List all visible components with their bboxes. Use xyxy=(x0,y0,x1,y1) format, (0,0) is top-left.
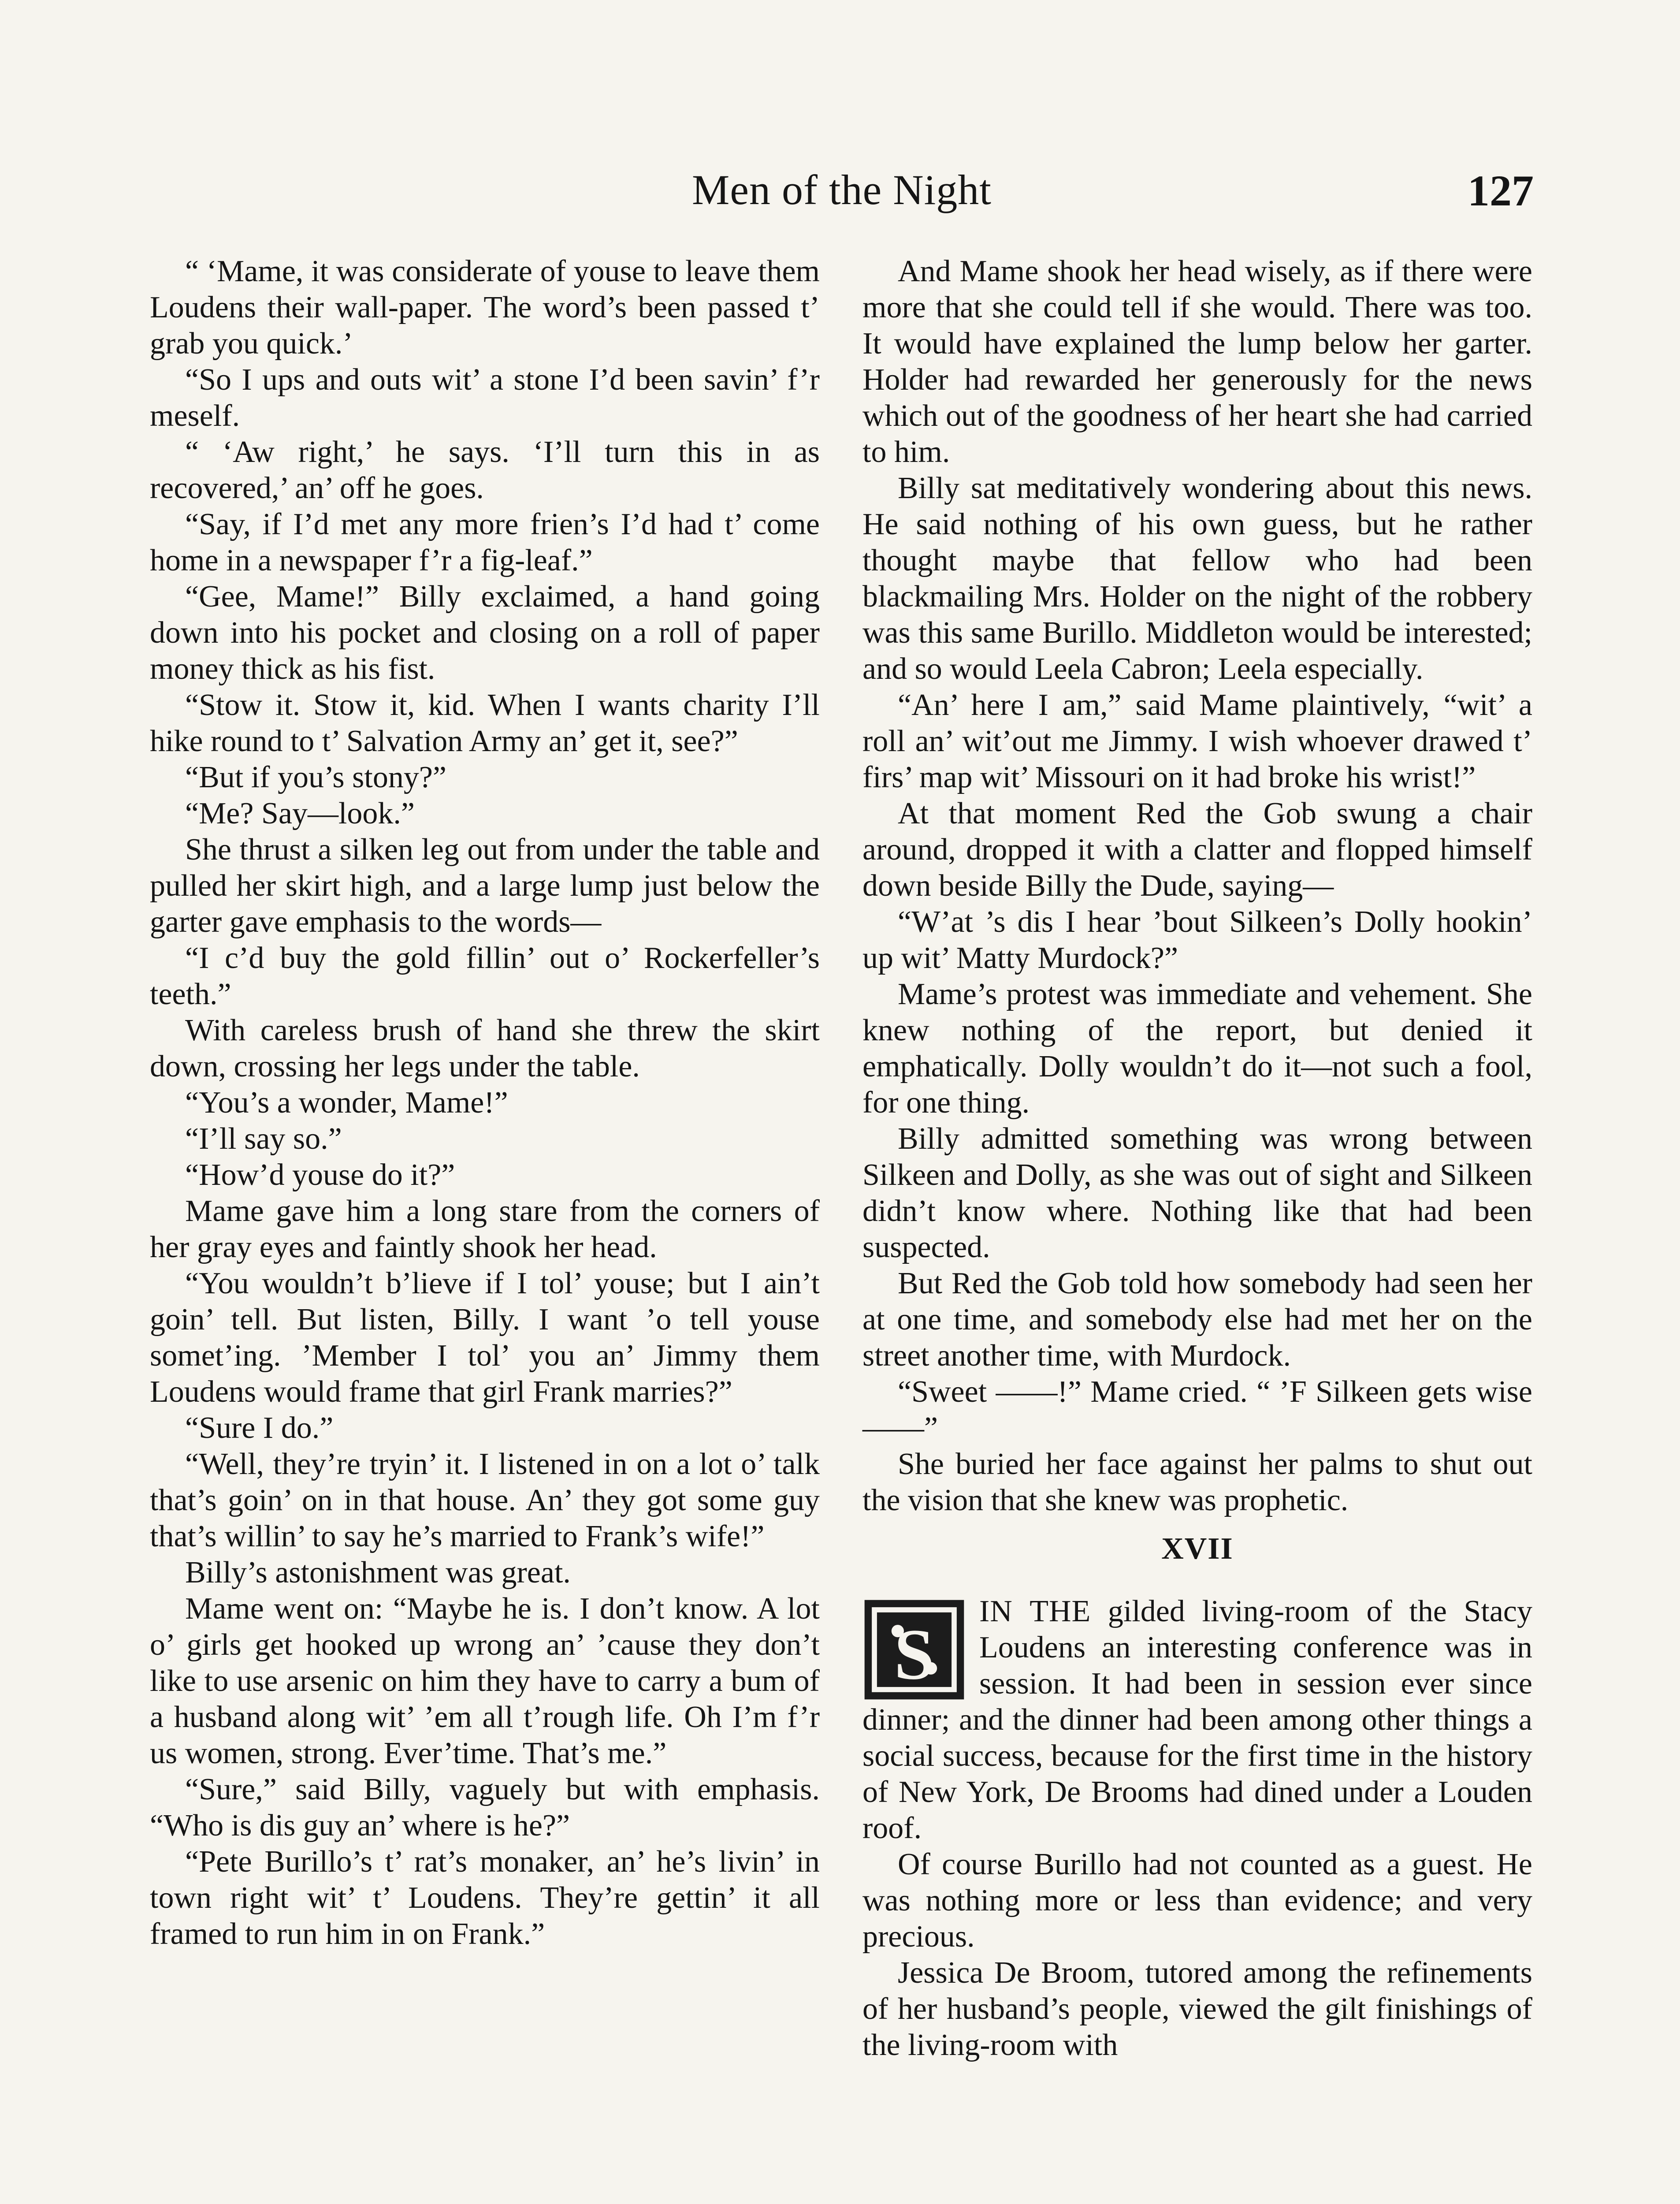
paragraph: “ ‘Aw right,’ he says. ‘I’ll turn this in as recovered,’ an’ off he goes. xyxy=(150,435,820,505)
paragraph: “Sweet ——!” Mame cried. “ ’F Silkeen gets wise——” xyxy=(862,1375,1532,1445)
paragraph: She buried her face against her palms to shut out the vision that she knew was prophetic. xyxy=(862,1447,1532,1517)
paragraph: “I c’d buy the gold fillin’ out o’ Rockerfeller’s teeth.” xyxy=(150,941,820,1011)
running-title: Men of the Night xyxy=(692,166,992,213)
section-heading: XVII xyxy=(1161,1532,1234,1566)
paragraph: And Mame shook her head wisely, as if there were more that she could tell if she would. There was too. It would have explained the lump below her garter. Holder had rewarded her generously for the news which out of the goodness of her heart she had carried to him. xyxy=(862,254,1532,469)
paragraph: Jessica De Broom, tutored among the refinements of her husband’s people, viewed the gilt finishings of the living-room with xyxy=(862,1956,1532,2062)
page-number: 127 xyxy=(1468,166,1534,215)
paragraph: “You wouldn’t b’lieve if I tol’ youse; but I ain’t goin’ tell. But listen, Billy. I want ’o tell youse somet’ing. ’Member I tol’ you an’ Jimmy them Loudens would frame that girl Frank marries?” xyxy=(150,1266,820,1409)
paragraph: “Gee, Mame!” Billy exclaimed, a hand going down into his pocket and closing on a roll of paper money thick as his fist. xyxy=(150,580,820,686)
paragraph: “An’ here I am,” said Mame plaintively, “wit’ a roll an’ wit’out me Jimmy. I wish whoever drawed t’ firs’ map wit’ Missouri on it had broke his wrist!” xyxy=(862,688,1532,794)
paragraph: Mame went on: “Maybe he is. I don’t know. A lot o’ girls get hooked up wrong an’ ’cause they don’t like to use arsenic on him they have to carry a bum of a husband along wit’ ’em all t’rough life. Oh I’m f’r us women, strong. Ever’time. That’s me.” xyxy=(150,1592,820,1770)
paragraph: “ ‘Mame, it was considerate of youse to leave them Loudens their wall-paper. The word’s been passed t’ grab you quick.’ xyxy=(150,254,820,361)
paragraph: “Pete Burillo’s t’ rat’s monaker, an’ he’s livin’ in town right wit’ t’ Loudens. They’re gettin’ it all framed to run him in on Frank.” xyxy=(150,1845,820,1951)
paragraph: “Well, they’re tryin’ it. I listened in on a lot o’ talk that’s goin’ on in that house. An’ they got some guy that’s willin’ to say he’s married to Frank’s wife!” xyxy=(150,1447,820,1553)
chapter-lead-in: IN THE xyxy=(979,1594,1091,1628)
paragraph: Of course Burillo had not counted as a guest. He was nothing more or less than evidence; and very precious. xyxy=(862,1847,1532,1954)
paragraph: “Sure I do.” xyxy=(185,1411,334,1445)
paragraph: “Stow it. Stow it, kid. When I wants charity I’ll hike round to t’ Salvation Army an’ get it, see?” xyxy=(150,688,820,758)
paragraph: “But if you’s stony?” xyxy=(185,760,446,794)
chapter-opening-paragraph xyxy=(862,1593,1532,1847)
decorative-dropcap-s xyxy=(862,1598,966,1701)
paragraph: “W’at ’s dis I hear ’bout Silkeen’s Dolly hookin’ up wit’ Matty Murdock?” xyxy=(862,905,1532,975)
right-column xyxy=(862,253,1532,2063)
paragraph: She thrust a silken leg out from under the table and pulled her skirt high, and a large lump just below the garter gave emphasis to the words— xyxy=(150,833,820,939)
paragraph: Billy sat meditatively wondering about this news. He said nothing of his own guess, but he rather thought maybe that fellow who had been blackmailing Mrs. Holder on the night of the robbery was this same Burillo. Middleton would be interested; and so would Leela Cabron; Leela especially. xyxy=(862,471,1532,686)
paragraph: Billy admitted something was wrong between Silkeen and Dolly, as she was out of sight and Silkeen didn’t know where. Nothing like that had been suspected. xyxy=(862,1122,1532,1264)
left-column xyxy=(150,253,820,1952)
paragraph: “How’d youse do it?” xyxy=(185,1158,455,1192)
paragraph: With careless brush of hand she threw the skirt down, crossing her legs under the table. xyxy=(150,1013,820,1083)
paragraph: At that moment Red the Gob swung a chair around, dropped it with a clatter and flopped himself down beside Billy the Dude, saying— xyxy=(862,797,1532,903)
paragraph: Mame gave him a long stare from the corners of her gray eyes and faintly shook her head. xyxy=(150,1194,820,1264)
paragraph: “So I ups and outs wit’ a stone I’d been savin’ f’r meself. xyxy=(150,363,820,433)
paragraph: “I’ll say so.” xyxy=(185,1122,342,1156)
dropcap-letter: S xyxy=(894,1614,935,1695)
paragraph: “You’s a wonder, Mame!” xyxy=(185,1086,508,1120)
page-header xyxy=(150,165,1534,231)
paragraph: “Sure,” said Billy, vaguely but with emphasis. “Who is dis guy an’ where is he?” xyxy=(150,1772,820,1843)
paragraph: “Me? Say—look.” xyxy=(185,797,415,830)
chapter-opening-text: gilded living-room of the Stacy Loudens an interesting conference was in session. It had been in session ever since dinner; and the dinner had been among other things a social success, because for the first time in the history of New York, De Brooms had dined under a Louden roof. xyxy=(862,1594,1533,1845)
paragraph: “Say, if I’d met any more frien’s I’d had t’ come home in a newspaper f’r a fig-leaf.” xyxy=(150,507,820,577)
paragraph: Mame’s protest was immediate and vehement. She knew nothing of the report, but denied it emphatically. Dolly wouldn’t do it—not such a fool, for one thing. xyxy=(862,977,1532,1120)
paragraph: But Red the Gob told how somebody had seen her at one time, and somebody else had met her on the street another time, with Murdock. xyxy=(862,1266,1532,1373)
paragraph: Billy’s astonishment was great. xyxy=(185,1556,571,1590)
